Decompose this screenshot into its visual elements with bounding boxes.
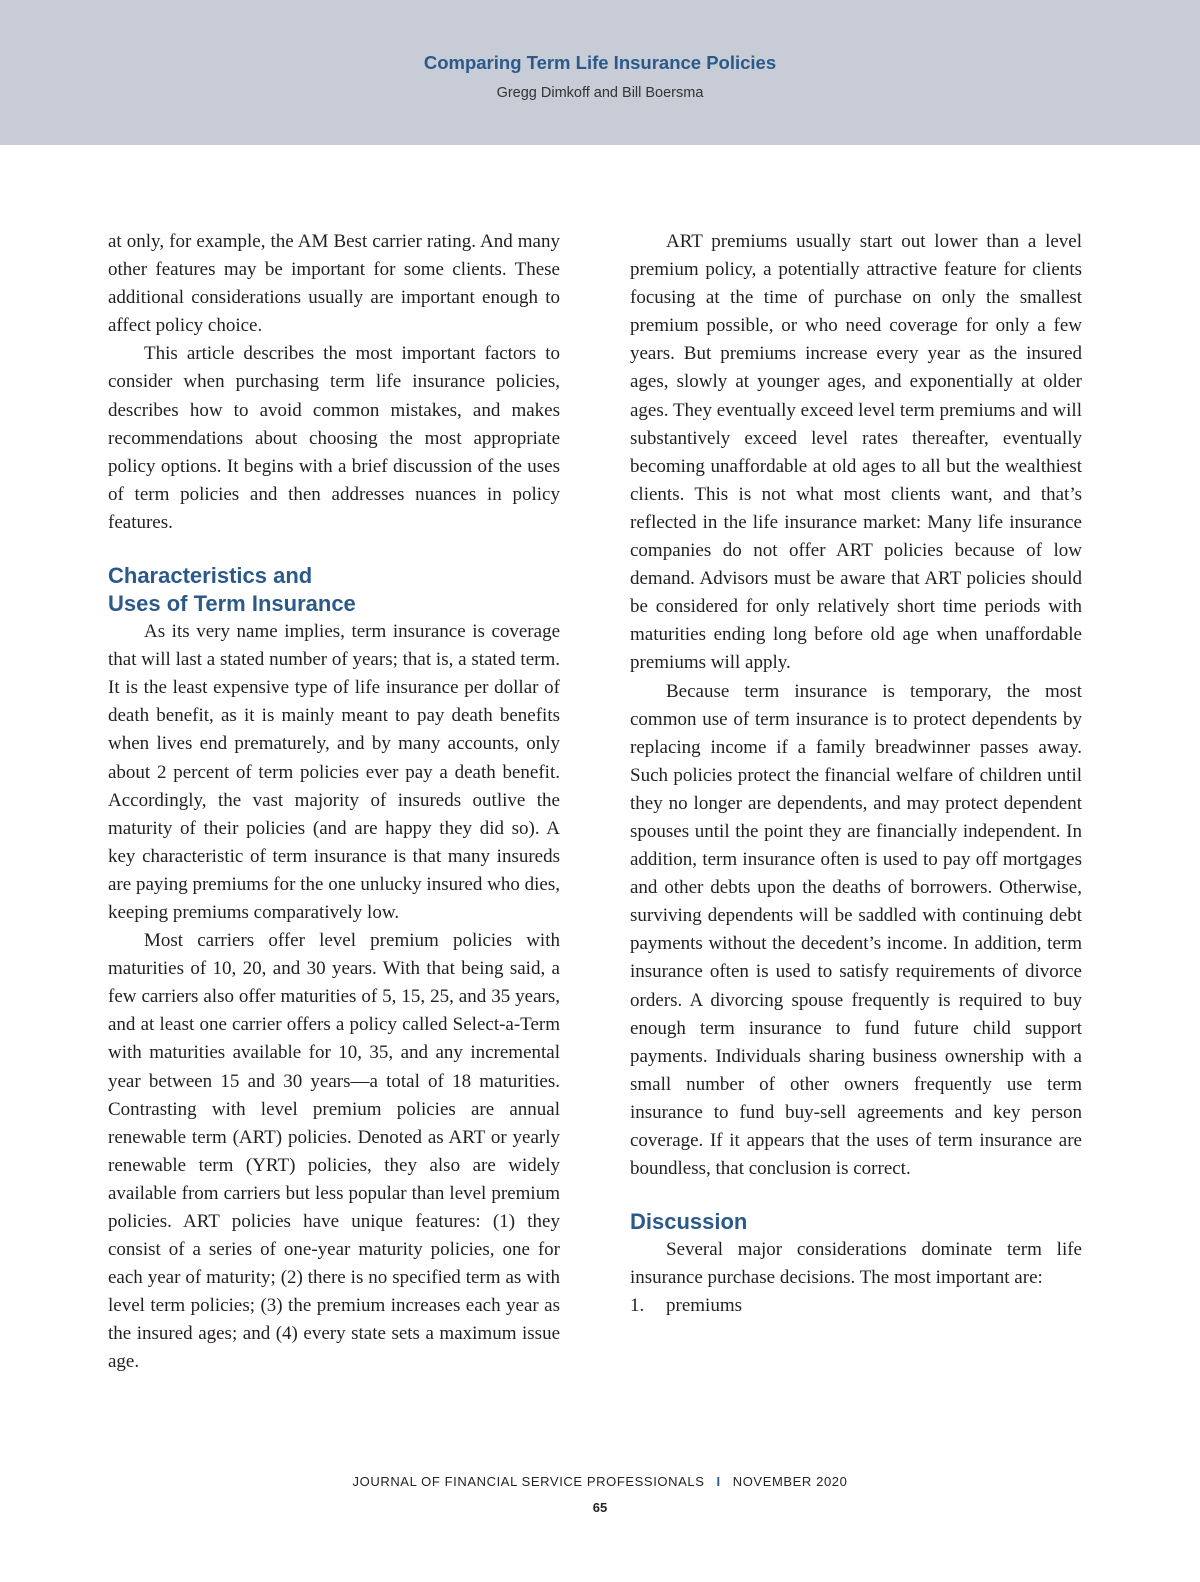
article-title: Comparing Term Life Insurance Policies [423, 52, 777, 73]
footer-separator: I [716, 1474, 721, 1489]
heading-line: Uses of Term Insurance [108, 591, 356, 617]
paragraph: As its very name implies, term insurance is coverage that will last a stated number of years; that is, a stated term. It is the least expensive type of life insurance per dollar of death benefit, as it is mainly meant to pay death benefits when lives end prematurely, and by many accounts, only about 2 percent of term policies ever pay a death benefit. Accordingly, the vast majority of insureds outlive the maturity of their policies (and are happy they did so). A key characteristic of term insurance is that many insureds are paying premiums for the one unlucky insured who dies, keeping premiums comparatively low. [108, 621, 560, 923]
issue-date: NOVEMBER 2020 [732, 1474, 848, 1489]
left-column [108, 228, 560, 1377]
page-number: 65 [592, 1500, 608, 1515]
right-column [630, 228, 1082, 1320]
article-authors: Gregg Dimkoff and Bill Boersma [496, 85, 704, 101]
paragraph: Several major considerations dominate term life insurance purchase decisions. The most important are: [630, 1239, 1082, 1289]
paragraph: at only, for example, the AM Best carrier rating. And many other features may be important for some clients. These additional considerations usually are important enough to affect policy choice. [108, 231, 560, 337]
heading-line: Characteristics and [108, 563, 313, 589]
section-heading [108, 562, 560, 618]
paragraph: ART premiums usually start out lower than a level premium policy, a potentially attractive feature for clients focusing at the time of purchase on only the smallest premium possible, or who need coverage for only a few years. But premiums increase every year as the insured ages, slowly at younger ages, and exponentially at older ages. They eventually exceed level term premiums and will substantively exceed level rates thereafter, eventually becoming unaffordable at old ages to all but the wealthiest clients. This is not what most clients want, and that’s reflected in the life insurance market: Many life insurance companies do not offer ART policies because of low demand. Advisors must be aware that ART policies should be considered for only relatively short time periods with maturities ending long before old age when unaffordable premiums will apply. [630, 231, 1082, 674]
paragraph: Most carriers offer level premium policies with maturities of 10, 20, and 30 years. With that being said, a few carriers also offer maturities of 5, 15, 25, and 35 years, and at least one carrier offers a policy called Select-a-Term with maturities available for 10, 35, and any incremental year between 15 and 30 years—a total of 18 maturities. Contrasting with level premium policies are annual renewable term (ART) policies. Denoted as ART or yearly renewable term (YRT) policies, they also are widely available from carriers but less popular than level premium policies. ART policies have unique features: (1) they consist of a series of one-year maturity policies, one for each year of maturity; (2) there is no specified term as with level term policies; (3) the premium increases each year as the insured ages; and (4) every state sets a maximum issue age. [108, 930, 560, 1373]
section-heading: Discussion [630, 1209, 748, 1235]
header-band [0, 0, 1200, 145]
paragraph: Because term insurance is temporary, the most common use of term insurance is to protect dependents by replacing income if a family breadwinner passes away. Such policies protect the financial welfare of children until they no longer are dependents, and may protect dependent spouses until the point they are financially independent. In addition, term insurance often is used to pay off mortgages and other debts upon the deaths of borrowers. Otherwise, surviving dependents will be saddled with continuing debt payments without the decedent’s income. In addition, term insurance often is used to satisfy requirements of divorce orders. A divorcing spouse frequently is required to buy enough term insurance to fund future child support payments. Individuals sharing business ownership with a small number of other owners frequently use term insurance to fund buy-sell agreements and key person coverage. If it appears that the uses of term insurance are boundless, that conclusion is correct. [630, 680, 1082, 1180]
paragraph: This article describes the most important factors to consider when purchasing term life insurance policies, describes how to avoid common mistakes, and makes recommendations about choosing the most appropriate policy options. It begins with a brief discussion of the uses of term policies and then addresses nuances in policy features. [108, 343, 560, 533]
list-text: premiums [666, 1295, 742, 1317]
list-item [630, 1292, 1082, 1320]
journal-name: JOURNAL OF FINANCIAL SERVICE PROFESSIONALS [352, 1474, 705, 1489]
footer-journal [0, 1474, 1200, 1489]
list-number: 1. [630, 1295, 645, 1317]
